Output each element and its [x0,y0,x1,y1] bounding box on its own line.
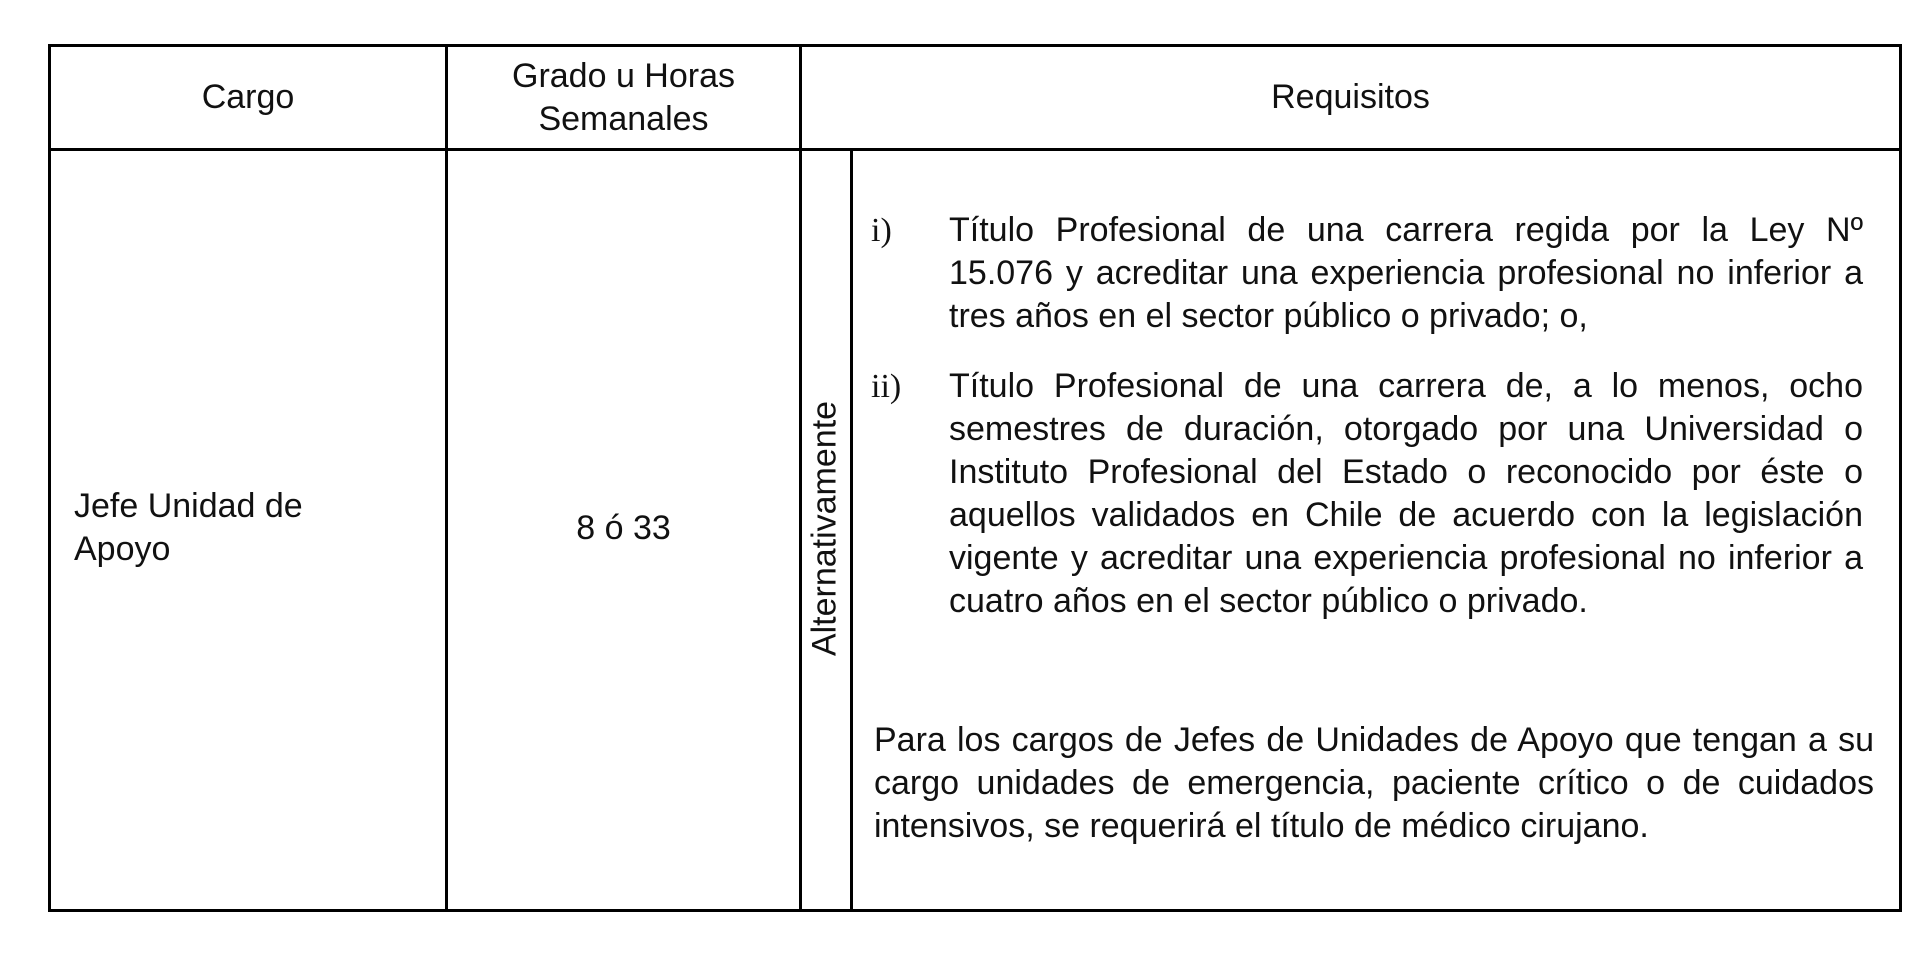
header-cargo [51,47,445,148]
grado-value: 8 ó 33 [576,509,671,547]
header-grado-line1: Grado u Horas [512,56,735,95]
cargo-line1: Jefe Unidad de [74,487,303,525]
item-text-i: Título Profesional de una carrera regida por la Ley Nº 15.076 y acreditar una experiencia profesional no inferior a tres años en el sector público o privado; o, [949,211,1863,335]
item-marker-ii: ii) [871,368,902,405]
column-divider-grado [799,47,802,909]
column-divider-side-label [850,150,853,909]
cell-cargo [74,485,434,571]
header-grado [448,47,799,148]
item-marker-i: i) [871,212,892,249]
requirements-note: Para los cargos de Jefes de Unidades de Apoyo que tengan a su cargo unidades de emergencia, paciente crítico o de cuidados intensivos, se requerirá el título de médico cirujano. [874,721,1874,845]
requirements-table [48,44,1902,912]
cargo-line2: Apoyo [74,530,171,568]
header-divider [51,148,1899,151]
side-label-alternativamente: Alternativamente [805,400,844,657]
item-text-ii: Título Profesional de una carrera de, a lo menos, ocho semestres de duración, otorgado por una Universidad o Instituto Profesional del Estado o reconocido por éste o aquellos validados en Chile de acuerdo con la legislación vigente y acreditar una experiencia profesional no inferior a cuatro años en el sector público o privado. [949,367,1863,620]
column-divider-cargo [445,47,448,909]
cell-grado [448,507,799,550]
header-requisitos-label: Requisitos [1271,78,1430,116]
header-requisitos [802,47,1899,148]
header-grado-line2: Semanales [538,99,709,138]
header-cargo-label: Cargo [201,78,295,116]
